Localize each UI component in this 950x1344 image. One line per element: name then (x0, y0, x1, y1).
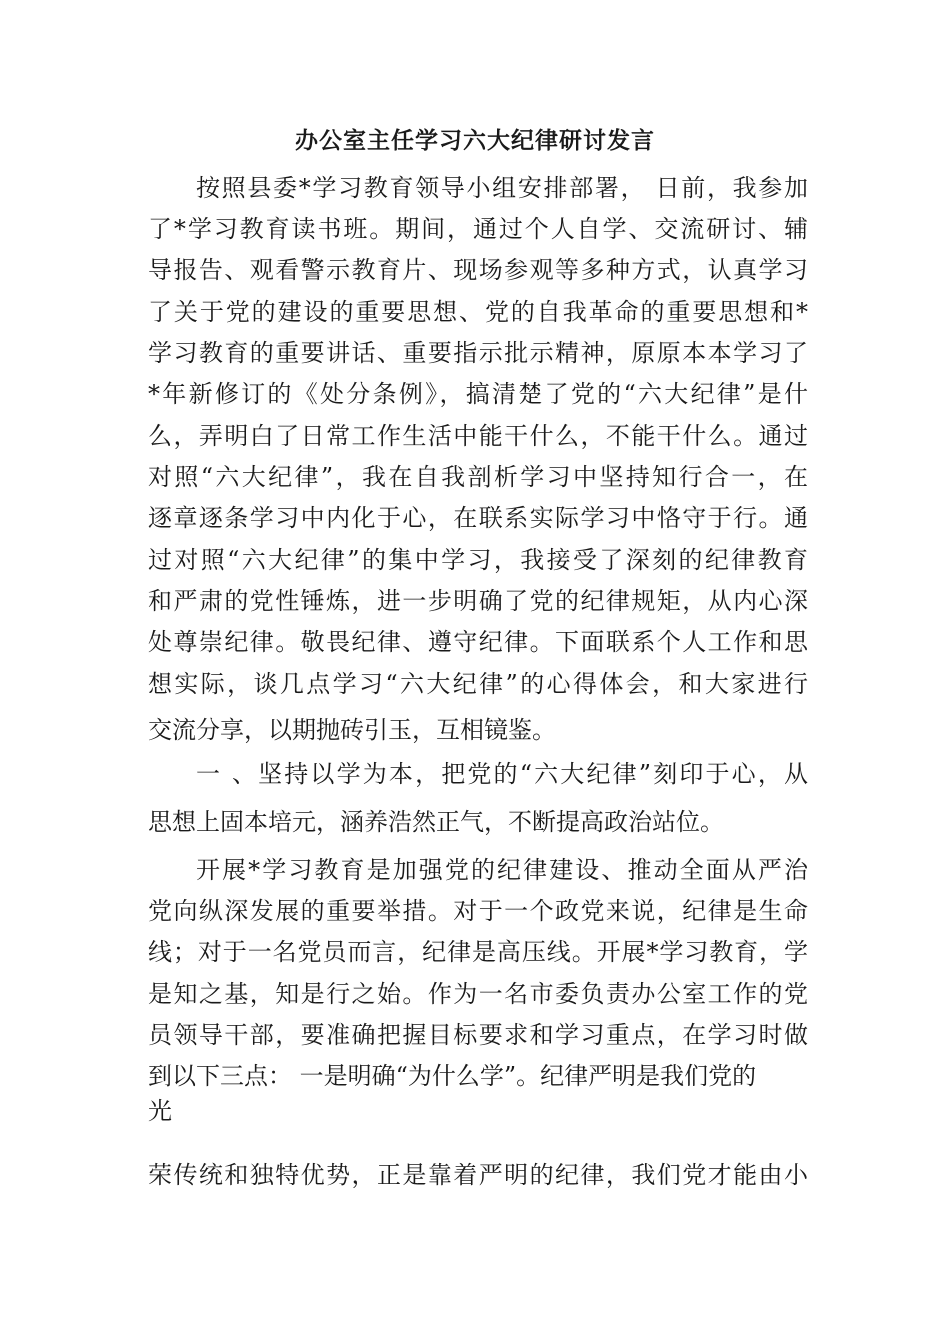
body-line: 党向纵深发展的重要举措。对于一个政党来说，纪律是生命 (148, 897, 808, 925)
body-line: 处尊崇纪律。敬畏纪律、遵守纪律。下面联系个人工作和思 (148, 628, 808, 656)
body-line: 对照“六大纪律”，我在自我剖析学习中坚持知行合一，在 (148, 463, 808, 491)
body-line: 过对照“六大纪律”的集中学习，我接受了深刻的纪律教育 (148, 546, 808, 574)
body-line: 员领导干部，要准确把握目标要求和学习重点，在学习时做 (148, 1021, 808, 1049)
body-line: 和严肃的党性锤炼，进一步明确了党的纪律规矩，从内心深 (148, 587, 808, 615)
body-line: *年新修订的《处分条例》，搞清楚了党的“六大纪律”是什 (148, 380, 808, 408)
body-line: 学习教育的重要讲话、重要指示批示精神，原原本本学习了 (148, 339, 808, 367)
body-line: 是知之基，知是行之始。作为一名市委负责办公室工作的党 (148, 980, 808, 1008)
body-line: 光 (148, 1097, 172, 1125)
body-line: 想实际，谈几点学习“六大纪律”的心得体会，和大家进行 (148, 670, 808, 698)
body-line: 导报告、观看警示教育片、现场参观等多种方式，认真学习 (148, 256, 808, 284)
body-line: 了关于党的建设的重要思想、党的自我革命的重要思想和* (148, 298, 808, 326)
document-title: 办公室主任学习六大纪律研讨发言 (295, 127, 655, 154)
body-line: 逐章逐条学习中内化于心，在联系实际学习中恪守于行。通 (148, 504, 808, 532)
body-line: 按照县委*学习教育领导小组安排部署， 日前，我参加 (196, 174, 808, 202)
body-line: 到以下三点： 一是明确“为什么学”。纪律严明是我们党的 (148, 1062, 757, 1090)
body-line: 荣传统和独特优势，正是靠着严明的纪律，我们党才能由小 (148, 1161, 808, 1189)
body-line: 了*学习教育读书班。期间，通过个人自学、交流研讨、辅 (148, 215, 808, 243)
body-line: 交流分享，以期抛砖引玉，互相镜鉴。 (148, 716, 556, 744)
section-heading-line: 思想上固本培元，涵养浩然正气，不断提高政治站位。 (148, 808, 724, 836)
body-line: 么，弄明白了日常工作生活中能干什么，不能干什么。通过 (148, 422, 808, 450)
section-heading-line: 一 、坚持以学为本，把党的“六大纪律”刻印于心，从 (196, 760, 808, 788)
body-line: 开展*学习教育是加强党的纪律建设、推动全面从严治 (196, 856, 808, 884)
body-line: 线；对于一名党员而言，纪律是高压线。开展*学习教育，学 (148, 938, 808, 966)
